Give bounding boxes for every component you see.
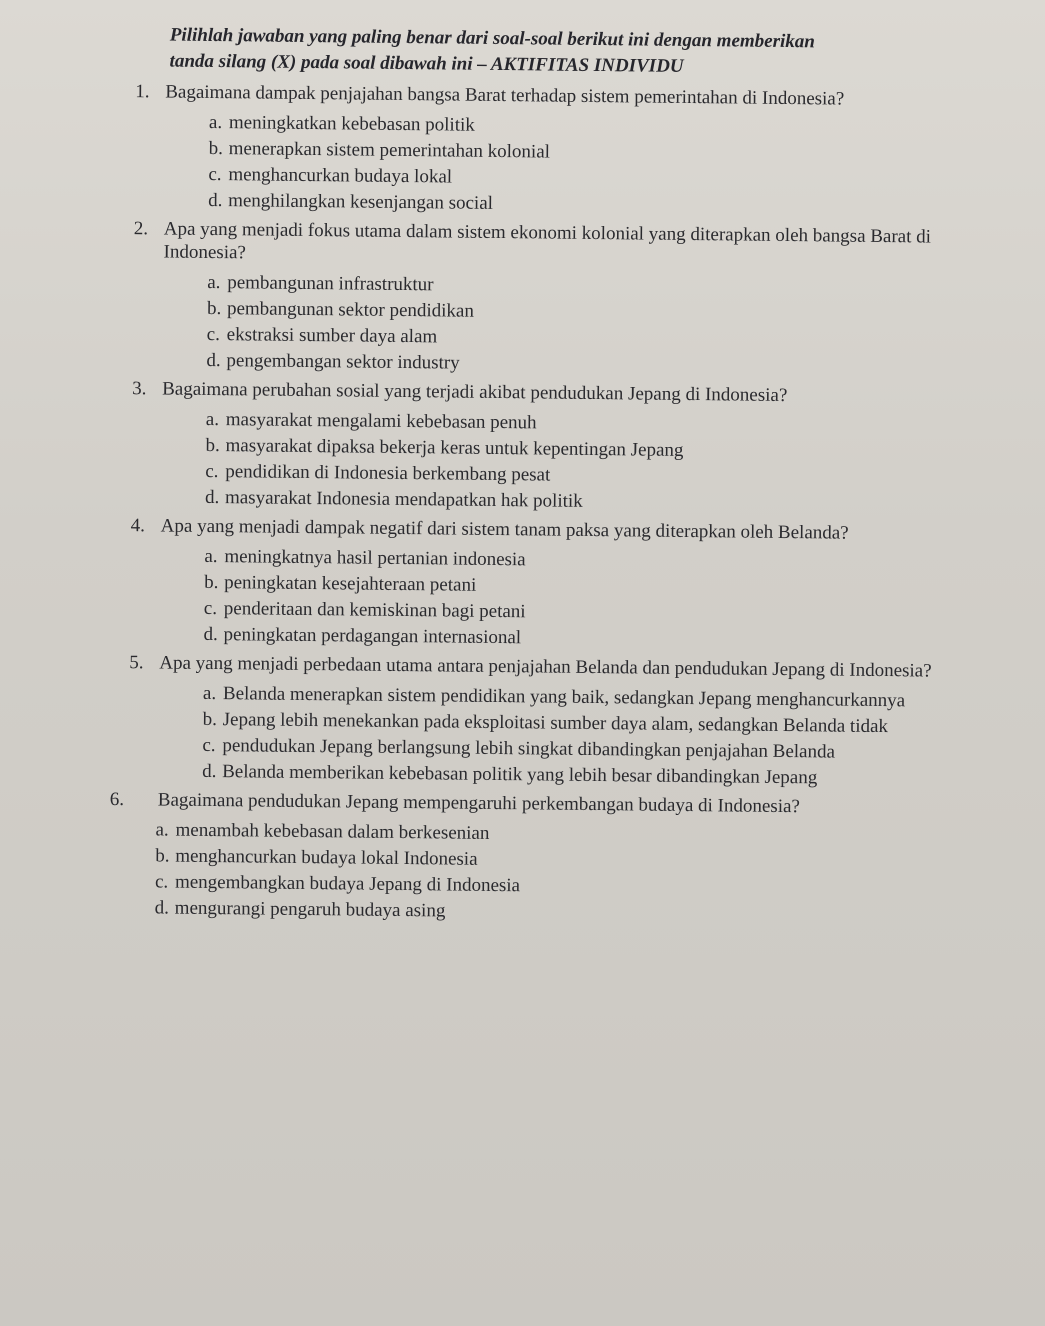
option-d[interactable] <box>203 624 1011 654</box>
option-d[interactable] <box>205 487 1013 517</box>
option-letter: d. <box>154 897 170 919</box>
option-b[interactable] <box>203 709 1011 739</box>
option-d[interactable] <box>155 897 1009 928</box>
question-5 <box>110 651 1011 791</box>
option-text: ekstraksi sumber daya alam <box>226 324 438 348</box>
option-letter: c. <box>202 734 216 757</box>
option-c[interactable] <box>204 598 1012 628</box>
option-c[interactable] <box>205 461 1013 491</box>
option-a[interactable] <box>203 683 1011 713</box>
question-text: Bagaimana dampak penjajahan bangsa Barat terhadap sistem pemerintahan di Indonesia? <box>165 81 845 110</box>
option-text: menghancurkan budaya lokal Indonesia <box>175 845 478 870</box>
option-text: Jepang lebih menekankan pada eksploitasi sumber daya alam, sedangkan Belanda tidak <box>222 709 889 738</box>
option-c[interactable] <box>208 164 1016 194</box>
option-list <box>203 546 1012 654</box>
option-letter: c. <box>208 163 222 186</box>
option-b[interactable] <box>204 572 1012 602</box>
option-d[interactable] <box>206 350 1014 380</box>
option-list <box>206 272 1015 380</box>
question-number: 3. <box>132 378 147 400</box>
option-letter: b. <box>206 297 222 320</box>
option-text: menambah kebebasan dalam berkesenian <box>175 819 490 844</box>
option-letter: a. <box>204 545 218 568</box>
question-number: 5. <box>129 652 144 674</box>
option-text: meningkatkan kebebasan politik <box>228 112 475 136</box>
question-text: Bagaimana pendudukan Jepang mempengaruhi perkembangan budaya di Indonesia? <box>157 789 801 818</box>
option-c[interactable] <box>155 871 1009 902</box>
option-text: masyarakat Indonesia mendapatkan hak politik <box>224 487 583 512</box>
question-number: 2. <box>133 218 149 240</box>
option-a[interactable] <box>207 272 1015 302</box>
option-text: menerapkan sistem pemerintahan kolonial <box>228 138 551 163</box>
option-letter: d. <box>202 760 217 783</box>
option-text: pendudukan Jepang berlangsung lebih singkat dibandingkan penjajahan Belanda <box>222 735 836 763</box>
question-text: Apa yang menjadi perbedaan utama antara penjajahan Belanda dan pendudukan Jepang di Indonesia? <box>159 652 932 682</box>
option-letter: d. <box>208 189 223 212</box>
question-number: 1. <box>135 81 150 103</box>
option-letter: a. <box>205 408 220 431</box>
question-2 <box>114 217 1016 380</box>
option-text: menghancurkan budaya lokal <box>228 164 453 188</box>
option-letter: c. <box>203 597 218 620</box>
instruction <box>169 23 1017 84</box>
question-number: 6. <box>109 788 125 811</box>
option-list <box>205 409 1014 517</box>
option-d[interactable] <box>208 190 1016 220</box>
instruction-line-2: tanda silang (X) pada soal dibawah ini – AKTIFITAS INDIVIDU <box>169 50 684 77</box>
option-d[interactable] <box>202 761 1010 791</box>
option-letter: a. <box>155 819 169 841</box>
option-letter: c. <box>206 323 221 346</box>
option-text: mengurangi pengaruh budaya asing <box>174 897 446 922</box>
option-text: mengembangkan budaya Jepang di Indonesia <box>174 871 521 897</box>
option-letter: b. <box>208 137 224 160</box>
option-a[interactable] <box>209 112 1017 142</box>
option-a[interactable] <box>206 409 1014 439</box>
option-text: masyarakat mengalami kebebasan penuh <box>225 409 537 434</box>
instruction-line-1: Pilihlah jawaban yang paling benar dari soal-soal berikut ini dengan memberikan <box>169 24 815 53</box>
option-b[interactable] <box>155 845 1009 876</box>
option-text: penderitaan dan kemiskinan bagi petani <box>223 598 526 623</box>
option-list <box>208 112 1017 220</box>
option-text: menghilangkan kesenjangan social <box>228 190 494 214</box>
option-letter: b. <box>202 708 218 731</box>
option-text: Belanda memberikan kebebasan politik yang lebih besar dibandingkan Jepang <box>222 761 818 789</box>
option-letter: b. <box>155 845 170 867</box>
option-text: pengembangan sektor industry <box>226 350 460 374</box>
question-text: Apa yang menjadi fokus utama dalam sistem ekonomi kolonial yang diterapkan oleh bangsa Barat di Indonesia? <box>163 218 932 264</box>
option-a[interactable] <box>155 819 1009 850</box>
option-c[interactable] <box>202 735 1010 765</box>
option-letter: c. <box>154 871 169 893</box>
option-letter: b. <box>205 434 220 457</box>
option-letter: d. <box>204 486 220 509</box>
option-letter: b. <box>204 571 219 594</box>
option-list <box>155 819 1010 928</box>
question-text: Bagaimana perubahan sosial yang terjadi akibat pendudukan Jepang di Indonesia? <box>162 378 788 407</box>
option-text: meningkatnya hasil pertanian indonesia <box>224 546 526 571</box>
option-b[interactable] <box>205 435 1013 465</box>
option-text: peningkatan kesejahteraan petani <box>224 572 477 596</box>
question-text: Apa yang menjadi dampak negatif dari sistem tanam paksa yang diterapkan oleh Belanda? <box>160 515 849 544</box>
option-text: pembangunan sektor pendidikan <box>226 298 475 322</box>
question-3 <box>113 377 1014 517</box>
option-letter: d. <box>206 349 221 372</box>
option-list <box>202 683 1011 791</box>
option-b[interactable] <box>209 138 1017 168</box>
question-number: 4. <box>130 515 146 537</box>
option-b[interactable] <box>207 298 1015 328</box>
worksheet-content <box>109 22 1018 932</box>
question-1 <box>116 80 1017 220</box>
option-c[interactable] <box>207 324 1015 354</box>
option-text: pendidikan di Indonesia berkembang pesat <box>225 461 551 486</box>
option-a[interactable] <box>204 546 1012 576</box>
option-letter: a. <box>207 271 221 294</box>
option-text: masyarakat dipaksa bekerja keras untuk kepentingan Jepang <box>225 435 684 461</box>
option-text: pembangunan infrastruktur <box>227 272 434 296</box>
option-text: Belanda menerapkan sistem pendidikan yang baik, sedangkan Jepang menghancurkannya <box>222 683 906 712</box>
option-letter: a. <box>202 682 217 705</box>
option-text: peningkatan perdagangan internasional <box>223 624 522 649</box>
option-letter: c. <box>205 460 219 483</box>
question-4 <box>111 514 1012 654</box>
option-letter: d. <box>203 623 218 646</box>
question-6 <box>109 788 1010 928</box>
option-letter: a. <box>208 111 223 134</box>
